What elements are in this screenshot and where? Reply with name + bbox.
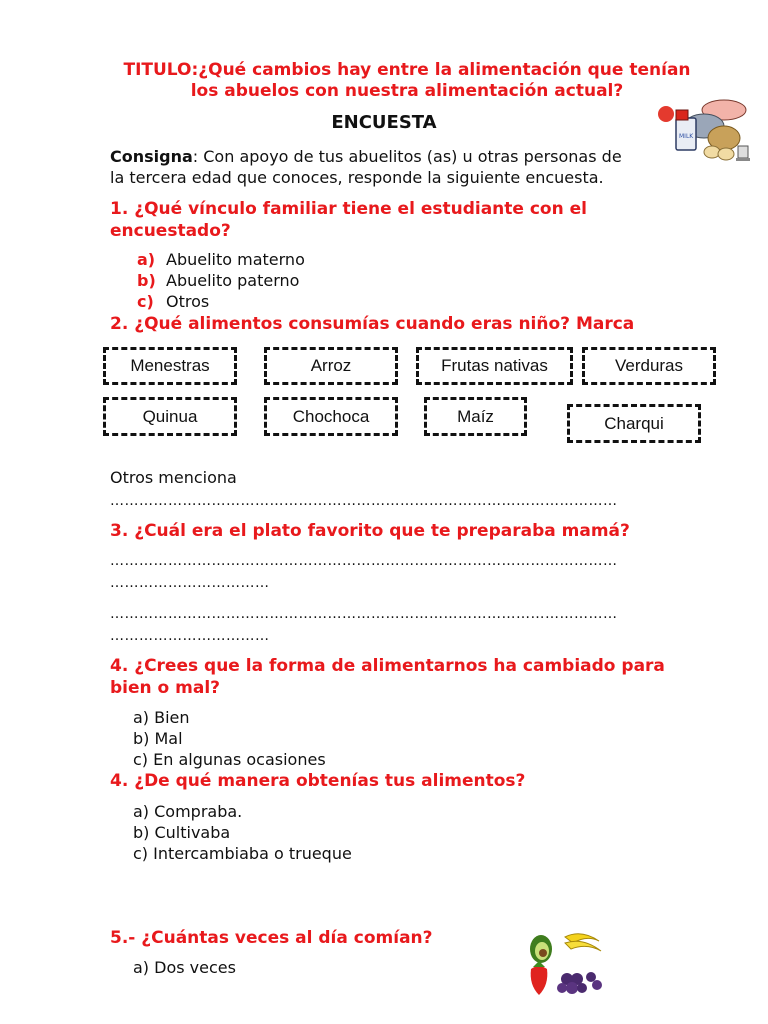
option-label: Otros <box>166 292 210 311</box>
food-box-chochoca[interactable]: Chochoca <box>264 397 398 436</box>
q1-option-b <box>137 270 299 291</box>
q4b-option-a: a) Compraba. <box>133 802 243 821</box>
q1-option-c <box>137 291 209 312</box>
food-box-quinua[interactable]: Quinua <box>103 397 237 436</box>
answer-line[interactable]: …………………………………………………………………………………………… <box>110 606 618 622</box>
food-box-frutas-nativas[interactable]: Frutas nativas <box>416 347 573 385</box>
instruction-line-2: la tercera edad que conoces, responde la siguiente encuesta. <box>110 168 604 187</box>
question-4b: 4. ¿De qué manera obtenías tus alimentos? <box>110 771 526 791</box>
fruit-illustration <box>521 929 607 1001</box>
instruction-text-1: : Con apoyo de tus abuelitos (as) u otras personas de <box>192 147 622 166</box>
food-box-charqui[interactable]: Charqui <box>567 404 701 443</box>
question-1: 1. ¿Qué vínculo familiar tiene el estudiante con el encuestado? <box>110 199 587 241</box>
question-3: 3. ¿Cuál era el plato favorito que te preparaba mamá? <box>110 521 630 541</box>
q4-option-b: b) Mal <box>133 729 183 748</box>
q4-option-c: c) En algunas ocasiones <box>133 750 326 769</box>
option-label: Abuelito paterno <box>166 271 300 290</box>
option-label: Abuelito materno <box>166 250 305 269</box>
option-letter: c) <box>137 292 154 311</box>
answer-line[interactable]: …………………………… <box>110 628 270 644</box>
instruction-line-1 <box>110 146 622 167</box>
q4b-option-c: c) Intercambiaba o trueque <box>133 844 352 863</box>
question-2: 2. ¿Qué alimentos consumías cuando eras niño? Marca <box>110 314 635 334</box>
instruction-label: Consigna <box>110 147 193 166</box>
fruit-icon <box>521 929 607 1001</box>
other-mention-label: Otros menciona <box>110 468 237 487</box>
food-box-menestras[interactable]: Menestras <box>103 347 237 385</box>
food-box-verduras[interactable]: Verduras <box>582 347 716 385</box>
option-letter: b) <box>137 271 156 290</box>
survey-heading: ENCUESTA <box>331 112 437 133</box>
page-title: TITULO:¿Qué cambios hay entre la alimentación que tenían los abuelos con nuestra alimentación actual? <box>123 60 691 101</box>
option-letter: a) <box>137 250 156 269</box>
question-4: 4. ¿Crees que la forma de alimentarnos ha cambiado para bien o mal? <box>110 656 665 698</box>
food-box-maiz[interactable]: Maíz <box>424 397 527 436</box>
question-5: 5.- ¿Cuántas veces al día comían? <box>110 928 433 948</box>
milk-label: MILK <box>679 133 694 140</box>
q4b-option-b: b) Cultivaba <box>133 823 231 842</box>
answer-line[interactable]: …………………………………………………………………………………………… <box>110 493 618 509</box>
answer-line[interactable]: …………………………… <box>110 575 270 591</box>
answer-line[interactable]: …………………………………………………………………………………………… <box>110 553 618 569</box>
food-box-arroz[interactable]: Arroz <box>264 347 398 385</box>
q4-option-a: a) Bien <box>133 708 190 727</box>
q5-option-a: a) Dos veces <box>133 958 236 977</box>
q1-option-a <box>137 249 305 270</box>
